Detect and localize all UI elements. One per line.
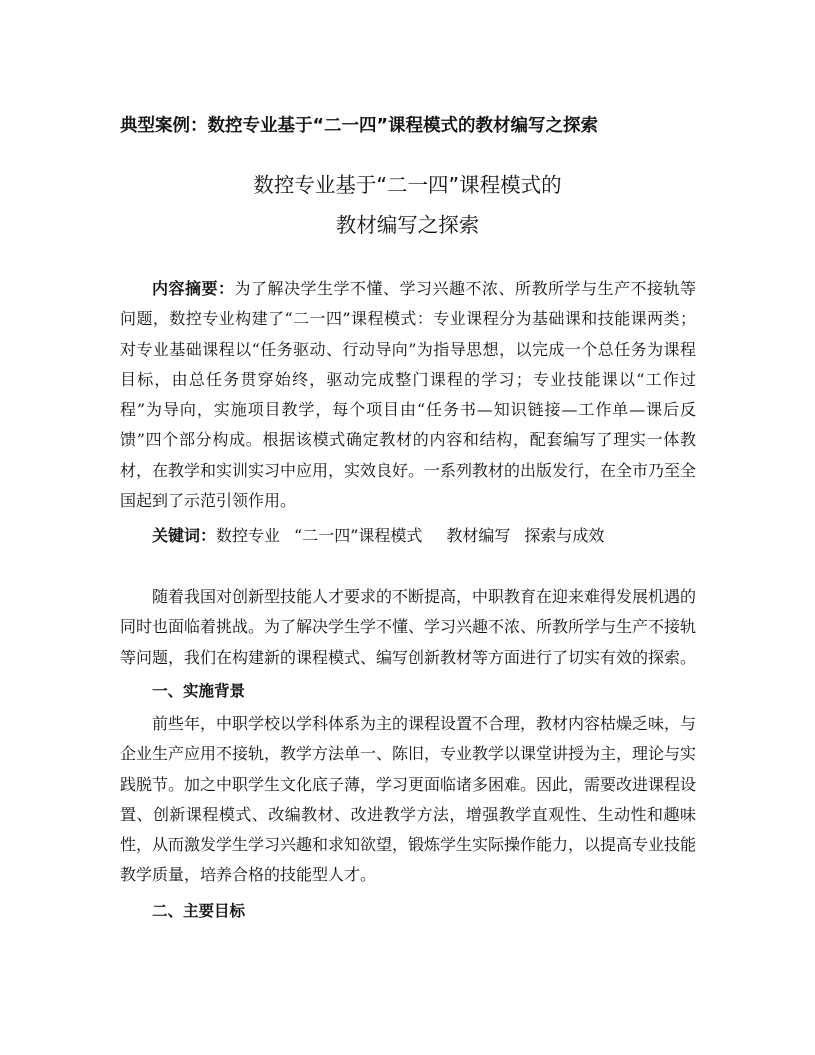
keyword-item: 数控专业	[216, 526, 281, 545]
abstract-paragraph	[120, 274, 696, 516]
keyword-item: 探索与成效	[524, 526, 605, 545]
keyword-item: “二一四”课程模式	[294, 526, 423, 545]
keyword-item: 教材编写	[446, 526, 511, 545]
intro-paragraph: 随着我国对创新型技能人才要求的不断提高，中职教育在迎来难得发展机遇的同时也面临着挑战。为了解决学生学不懂、学习兴趣不浓、所教所学与生产不接轨等问题，我们在构建新的课程模式、编写创新教材等方面进行了切实有效的探索。	[120, 587, 697, 667]
case-heading: 典型案例：数控专业基于“二一四”课程模式的教材编写之探索	[120, 116, 599, 136]
main-title-line-2: 教材编写之探索	[335, 213, 480, 237]
section-heading-background: 一、实施背景	[152, 682, 246, 700]
main-title-line-1: 数控专业基于“二一四”课程模式的	[253, 173, 562, 197]
keywords-paragraph	[120, 521, 696, 551]
abstract-text: 为了解决学生学不懂、学习兴趣不浓、所教所学与生产不接轨等问题，数控专业构建了“二一四”课程模式：专业课程分为基础课和技能课两类；对专业基础课程以“任务驱动、行动导向”为指导思想，以完成一个总任务为课程目标，由总任务贯穿始终，驱动完成整门课程的学习；专业技能课以“工作过程”为导向，实施项目教学，每个项目由“任务书—知识链接—工作单—课后反馈”四个部分构成。根据该模式确定教材的内容和结构，配套编写了理实一体教材，在教学和实训实习中应用，实效良好。一系列教材的出版发行，在全市乃至全国起到了示范引领作用。	[120, 279, 697, 511]
keywords-label: 关键词：	[152, 526, 217, 545]
abstract-label: 内容摘要：	[152, 279, 235, 298]
section-heading-goals: 二、主要目标	[152, 902, 246, 920]
background-paragraph: 前些年，中职学校以学科体系为主的课程设置不合理，教材内容枯燥乏味，与企业生产应用不接轨，教学方法单一、陈旧，专业教学以课堂讲授为主，理论与实践脱节。加之中职学生文化底子薄，学习更面临诸多困难。因此，需要改进课程设置、创新课程模式、改编教材、改进教学方法，增强教学直观性、生动性和趣味性，从而激发学生学习兴趣和求知欲望，锻炼学生实际操作能力，以提高专业技能教学质量，培养合格的技能型人才。	[120, 714, 697, 885]
